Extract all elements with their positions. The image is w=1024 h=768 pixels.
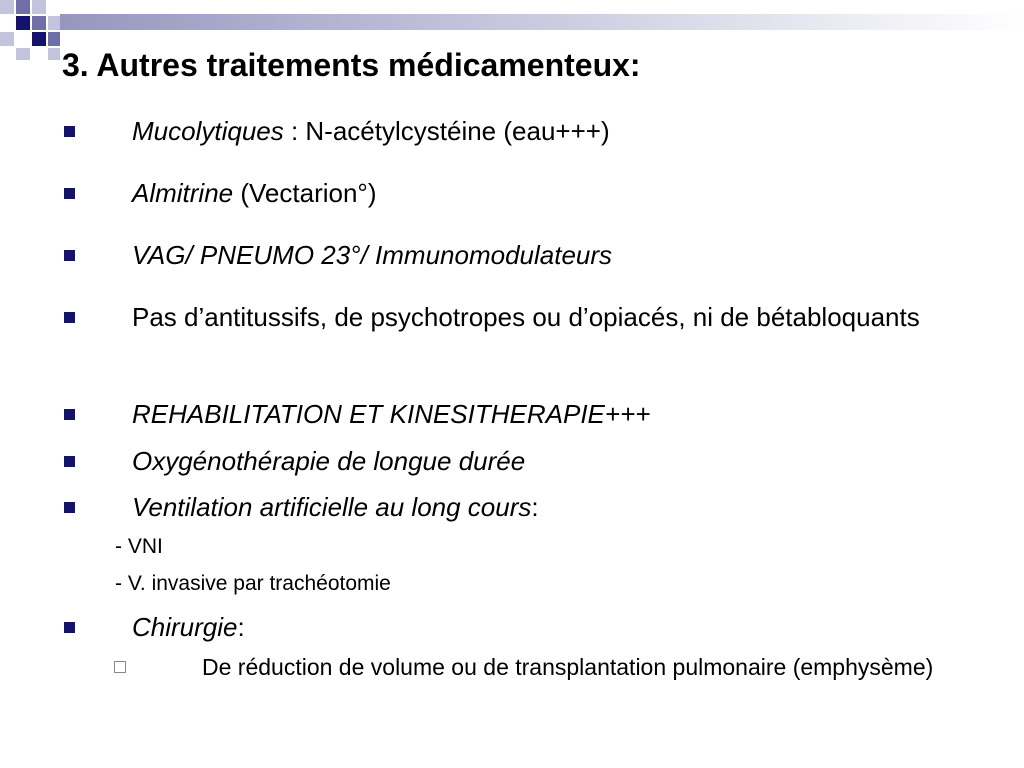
- square-bullet-icon: [64, 502, 75, 513]
- bullet-text-regular: :: [237, 612, 245, 642]
- decor-square: [48, 48, 60, 60]
- bullet-text-italic: REHABILITATION ET KINESITHERAPIE+++: [132, 399, 651, 429]
- decor-square: [16, 0, 30, 14]
- square-bullet-icon: [64, 188, 75, 199]
- bullet-text-regular: Pas d’antitussifs, de psychotropes ou d’opiacés, ni de bétabloquants: [132, 302, 920, 332]
- bullet-text: [132, 238, 962, 272]
- bullet-text-regular: :: [531, 492, 539, 522]
- decor-square: [48, 16, 60, 30]
- bullet-text-italic: Almitrine: [132, 178, 234, 208]
- ventilation-sub-item: - VNI: [115, 535, 163, 558]
- chirurgie-sub-item: De réduction de volume ou de transplantation pulmonaire (emphysème): [202, 654, 934, 680]
- square-bullet-icon: [64, 312, 75, 323]
- bullet-text: [132, 490, 962, 524]
- bullet-text-italic: VAG/ PNEUMO 23°/ Immunomodulateurs: [132, 240, 613, 270]
- bullet-text-italic: Ventilation artificielle au long cours: [132, 492, 532, 522]
- square-bullet-icon: [64, 250, 75, 261]
- bullet-text: [132, 397, 962, 431]
- bullet-text: [132, 444, 962, 478]
- decor-square: [32, 0, 46, 14]
- decor-square: [32, 16, 46, 30]
- bullet-text-regular: (Vectarion°): [233, 178, 377, 208]
- decor-square: [0, 32, 14, 46]
- header-gradient-bar: [60, 14, 1024, 30]
- square-bullet-icon: [64, 409, 75, 420]
- hollow-square-bullet-icon: [114, 661, 126, 673]
- decor-square: [48, 32, 60, 46]
- decor-square: [16, 48, 30, 60]
- decor-square: [0, 0, 14, 14]
- square-bullet-icon: [64, 622, 75, 633]
- bullet-text-italic: Oxygénothérapie de longue durée: [132, 446, 526, 476]
- bullet-text-italic: Mucolytiques: [132, 116, 284, 146]
- decor-square: [32, 32, 46, 46]
- bullet-text: [132, 300, 952, 334]
- bullet-text: [132, 610, 962, 644]
- bullet-text: [132, 114, 962, 148]
- slide-title: 3. Autres traitements médicamenteux:: [62, 47, 641, 83]
- decor-square: [16, 16, 30, 30]
- square-bullet-icon: [64, 126, 75, 137]
- bullet-text: [132, 176, 962, 210]
- ventilation-sub-item: - V. invasive par trachéotomie: [115, 572, 391, 595]
- square-bullet-icon: [64, 456, 75, 467]
- bullet-text-regular: : N-acétylcystéine (eau+++): [283, 116, 610, 146]
- bullet-text-italic: Chirurgie: [132, 612, 238, 642]
